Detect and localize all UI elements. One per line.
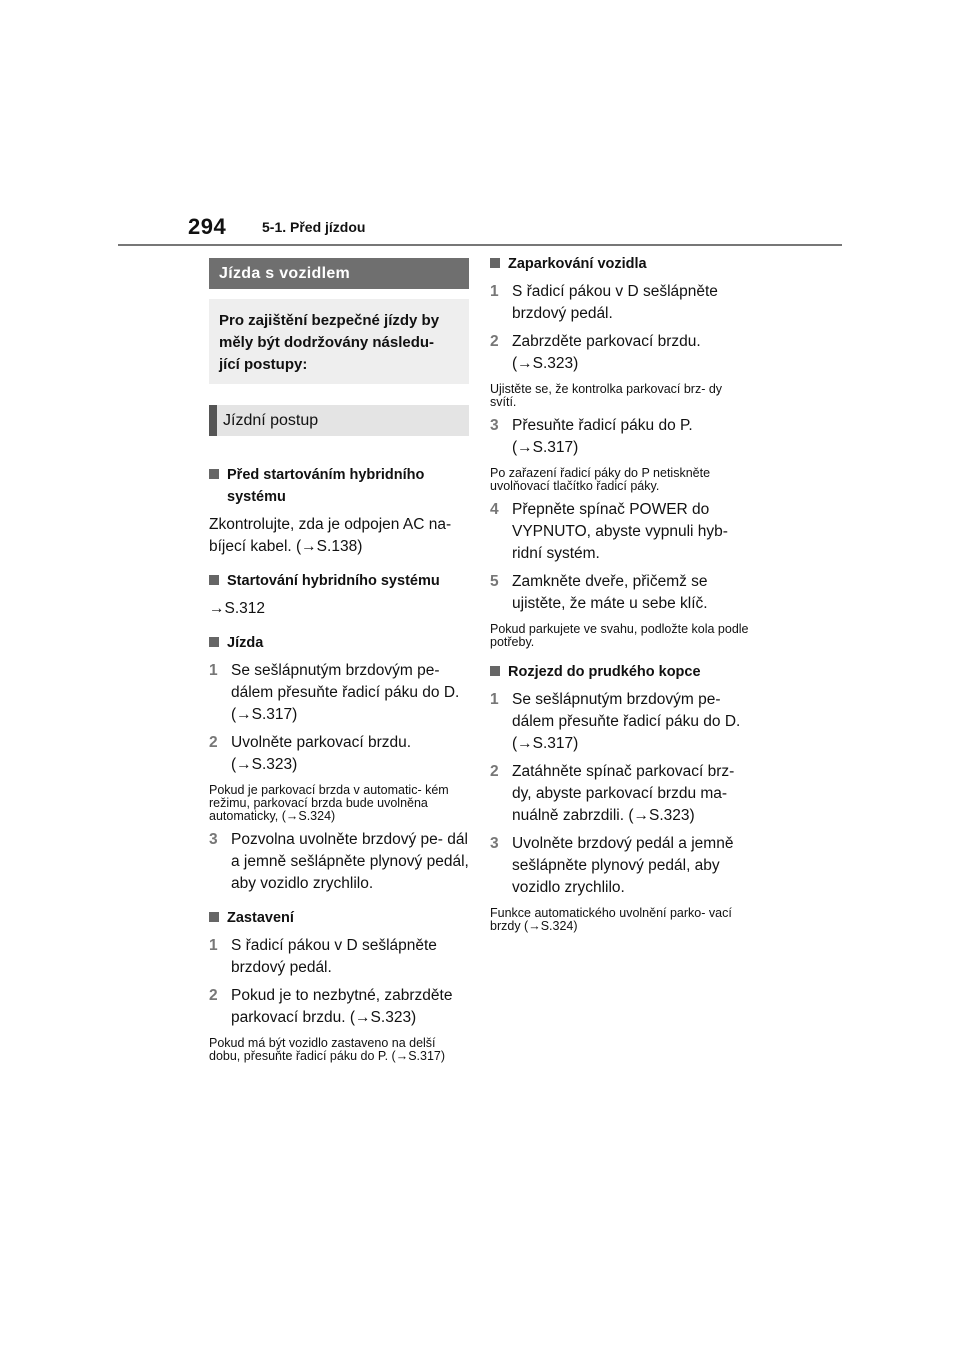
step-item bbox=[209, 935, 469, 979]
step-text: Uvolněte brzdový pedál a jemně sešlápněte plynový pedál, aby vozidlo zrychlilo. bbox=[512, 835, 734, 896]
step-text: S řadicí pákou v D sešlápněte brzdový pedál. bbox=[231, 937, 437, 976]
note-auto-release: Pokud je parkovací brzda v automatic- kém režimu, parkovací brzda bude uvolněna automaticky, (→S.324) bbox=[209, 783, 449, 823]
step-number: 5 bbox=[490, 573, 499, 590]
note-auto-release-function: Funkce automatického uvolnění parko- vací brzdy (→S.324) bbox=[490, 906, 732, 933]
step-number: 4 bbox=[490, 501, 499, 518]
header-divider bbox=[118, 244, 842, 246]
step-text: Zamkněte dveře, přičemž se ujistěte, že máte u sebe klíč. bbox=[512, 573, 708, 612]
heading-before-start: Před startováním hybridního systému bbox=[209, 464, 469, 508]
step-text: Se sešlápnutým brzdovým pe- dálem přesuňte řadicí páku do D. (→S.317) bbox=[231, 662, 460, 723]
note-shift-button: Po zařazení řadicí páky do P netiskněte uvolňovací tlačítko řadicí páky. bbox=[490, 466, 711, 493]
step-text: S řadicí pákou v D sešlápněte brzdový pedál. bbox=[512, 283, 718, 322]
heading-stopping: Zastavení bbox=[209, 907, 469, 929]
step-number: 1 bbox=[209, 662, 218, 679]
step-number: 2 bbox=[490, 333, 499, 350]
step-item bbox=[490, 499, 750, 565]
step-item bbox=[490, 281, 750, 325]
step-number: 1 bbox=[209, 937, 218, 954]
right-column bbox=[490, 258, 750, 933]
step-number: 3 bbox=[490, 835, 499, 852]
subsection-banner: Jízdní postup bbox=[209, 405, 469, 436]
note-indicator: Ujistěte se, že kontrolka parkovací brz- dy svítí. bbox=[490, 382, 723, 409]
step-item bbox=[490, 833, 750, 899]
step-item bbox=[209, 732, 469, 776]
step-item bbox=[490, 571, 750, 615]
step-number: 3 bbox=[209, 831, 218, 848]
step-text: Uvolněte parkovací brzdu. (→S.323) bbox=[231, 734, 412, 773]
left-column bbox=[209, 258, 469, 1063]
step-text: Pozvolna uvolněte brzdový pe- dál a jemně sešlápněte plynový pedál, aby vozidlo zrychlilo. bbox=[231, 831, 469, 892]
paragraph-charging-cable: Zkontrolujte, zda je odpojen AC na- bíjecí kabel. (→S.138) bbox=[209, 516, 452, 555]
step-item bbox=[490, 415, 750, 459]
step-number: 3 bbox=[490, 417, 499, 434]
step-text: Pokud je to nezbytné, zabrzděte parkovací brzdu. (→S.323) bbox=[231, 987, 453, 1026]
step-text: Se sešlápnutým brzdovým pe- dálem přesuňte řadicí páku do D. (→S.317) bbox=[512, 691, 741, 752]
note-slope: Pokud parkujete ve svahu, podložte kola podle potřeby. bbox=[490, 622, 749, 649]
note-long-stop: Pokud má být vozidlo zastaveno na delší dobu, přesuňte řadicí páku do P. (→S.317) bbox=[209, 1036, 446, 1063]
step-text: Zabrzděte parkovací brzdu. (→S.323) bbox=[512, 333, 701, 372]
step-item bbox=[209, 660, 469, 726]
heading-parking: Zaparkování vozidla bbox=[490, 253, 750, 275]
step-item bbox=[490, 331, 750, 375]
section-title: 5-1. Před jízdou bbox=[262, 219, 366, 235]
step-number: 2 bbox=[209, 987, 218, 1004]
intro-box: Pro zajištění bezpečné jízdy by měly být dodržovány následu- jící postupy: bbox=[209, 299, 469, 384]
heading-driving: Jízda bbox=[209, 632, 469, 654]
paragraph-start-ref: →S.312 bbox=[209, 600, 266, 617]
step-number: 1 bbox=[490, 691, 499, 708]
page-number: 294 bbox=[188, 214, 227, 239]
step-number: 2 bbox=[209, 734, 218, 751]
heading-start-system: Startování hybridního systému bbox=[209, 570, 469, 592]
section-banner: Jízda s vozidlem bbox=[209, 258, 469, 289]
step-text: Přesuňte řadicí páku do P. (→S.317) bbox=[512, 417, 693, 456]
heading-hill-start: Rozjezd do prudkého kopce bbox=[490, 661, 750, 683]
step-number: 1 bbox=[490, 283, 499, 300]
step-item bbox=[490, 689, 750, 755]
step-item bbox=[209, 829, 469, 895]
step-item bbox=[490, 761, 750, 827]
step-text: Zatáhněte spínač parkovací brz- dy, abyste parkovací brzdu ma- nuálně zabrzdili. (→S.323) bbox=[512, 763, 735, 824]
step-text: Přepněte spínač POWER do VYPNUTO, abyste vypnuli hyb- ridní systém. bbox=[512, 501, 728, 562]
step-item bbox=[209, 985, 469, 1029]
step-number: 2 bbox=[490, 763, 499, 780]
